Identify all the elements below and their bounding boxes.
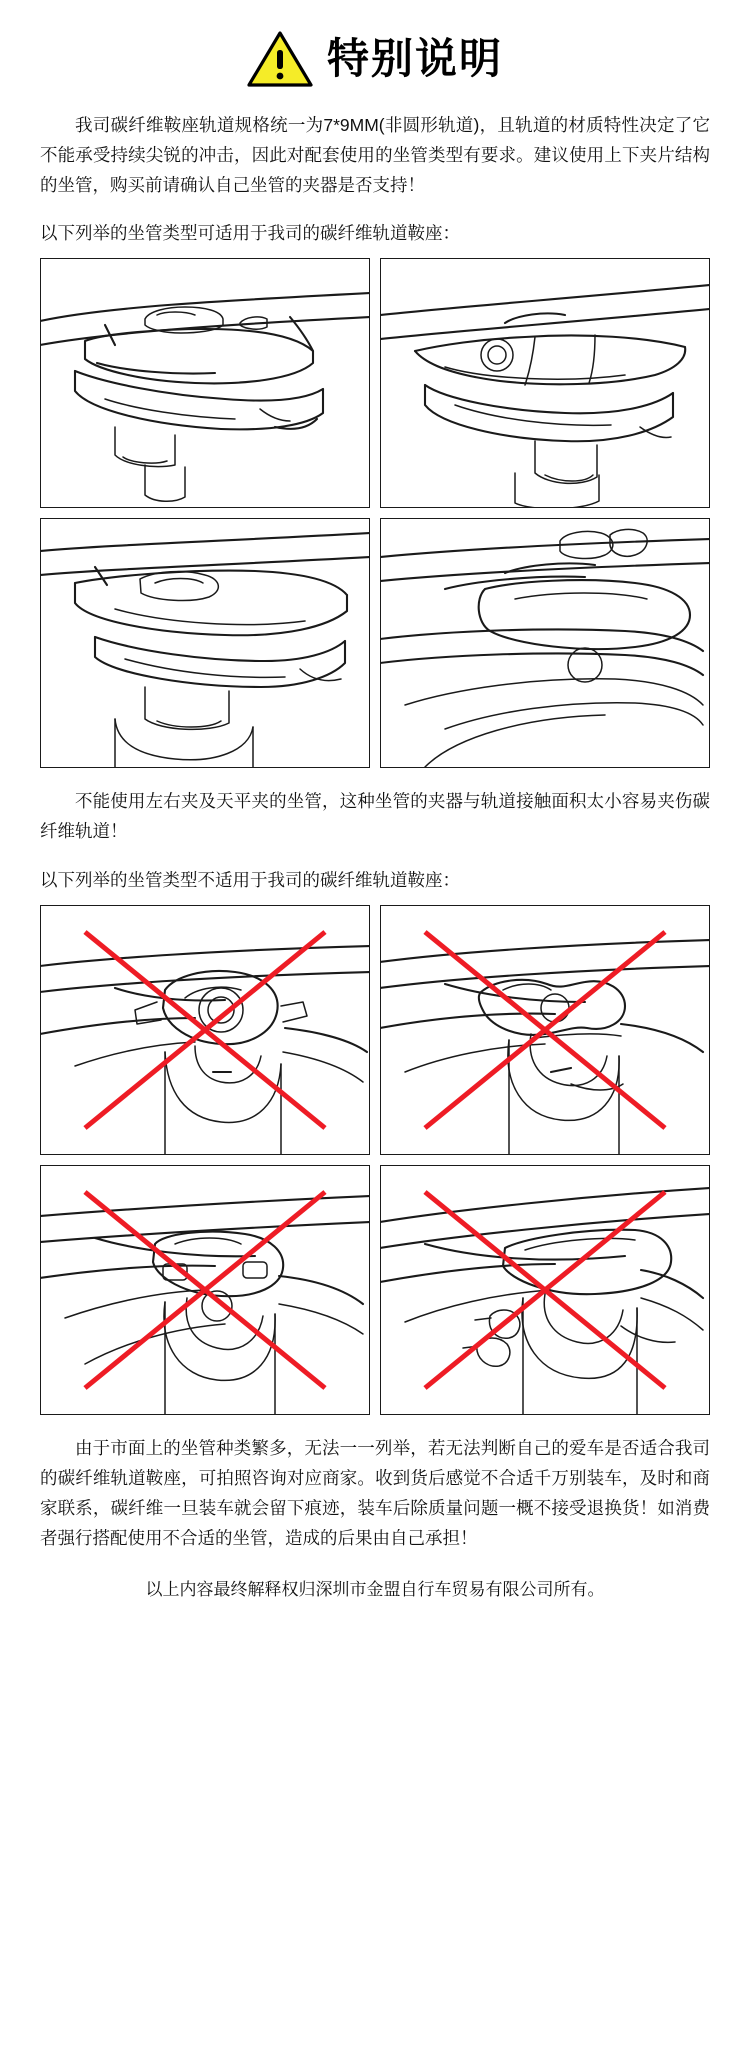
- side-clamp-drawing-2: [381, 906, 709, 1154]
- balance-clamp-drawing-3: [41, 1166, 369, 1414]
- unsuitable-image-3: [40, 1165, 370, 1415]
- seatpost-clamp-drawing-1: [41, 259, 369, 507]
- suitable-image-grid: [40, 258, 710, 768]
- closing-paragraph: 由于市面上的坐管种类繁多，无法一一列举，若无法判断自己的爱车是否适合我司的碳纤维轨道鞍座，可拍照咨询对应商家。收到货后感觉不合适千万别装车，及时和商家联系，碳纤维一旦装车就会留下痕迹，装车后除质量问题一概不接受退换货！如消费者强行搭配使用不合适的坐管，造成的后果由自己承担！: [40, 1437, 710, 1548]
- suitable-image-2: [380, 258, 710, 508]
- page-header: [40, 0, 710, 102]
- unsuitable-image-grid: [40, 905, 710, 1415]
- unsuitable-image-4: [380, 1165, 710, 1415]
- unsuitable-image-1: [40, 905, 370, 1155]
- suitable-image-3: [40, 518, 370, 768]
- unsuitable-image-2: [380, 905, 710, 1155]
- seatpost-clamp-drawing-3: [41, 519, 369, 767]
- intro-paragraph: 我司碳纤维鞍座轨道规格统一为7*9MM(非圆形轨道)，且轨道的材质特性决定了它不能承受持续尖锐的冲击，因此对配套使用的坐管类型有要求。建议使用上下夹片结构的坐管，购买前请确认自己坐管的夹器是否支持！: [40, 115, 710, 196]
- balance-clamp-drawing-4: [381, 1166, 709, 1414]
- unsuitable-lead-text: 以下列举的坐管类型不适用于我司的碳纤维轨道鞍座：: [40, 869, 460, 890]
- footer-note: 以上内容最终解释权归深圳市金盟自行车贸易有限公司所有。: [145, 1580, 605, 1600]
- warning-paragraph: 不能使用左右夹及天平夹的坐管，这种坐管的夹器与轨道接触面积太小容易夹伤碳纤维轨道！: [40, 791, 710, 842]
- page-title: 特别说明: [326, 35, 503, 82]
- seatpost-clamp-drawing-4: [381, 519, 709, 767]
- side-clamp-drawing-1: [41, 906, 369, 1154]
- suitable-image-1: [40, 258, 370, 508]
- suitable-lead-text: 以下列举的坐管类型可适用于我司的碳纤维轨道鞍座：: [40, 223, 460, 244]
- suitable-image-4: [380, 518, 710, 768]
- seatpost-clamp-drawing-2: [381, 259, 709, 507]
- warning-triangle-icon: [247, 30, 313, 88]
